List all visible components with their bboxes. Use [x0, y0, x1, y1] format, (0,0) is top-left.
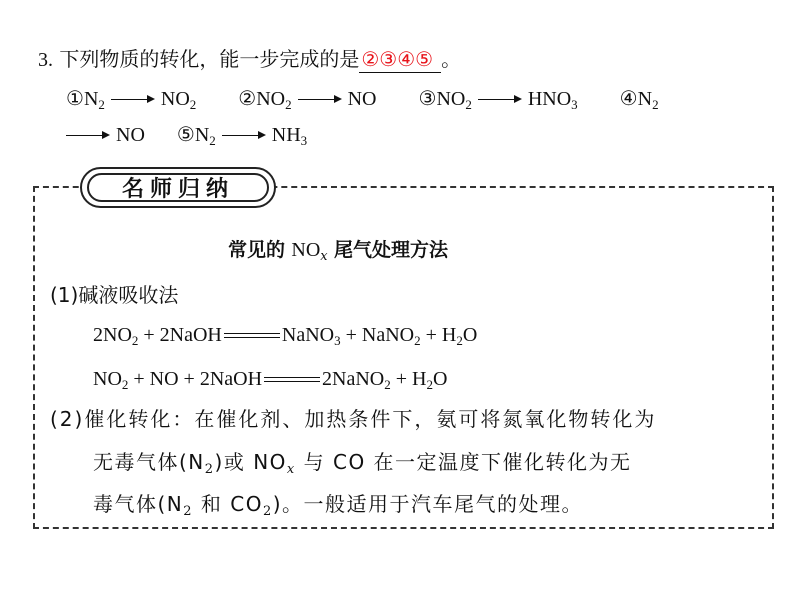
answer-blank: ②③④⑤	[359, 47, 441, 73]
arrow-icon	[298, 95, 342, 105]
method-2-line-1: (2)催化转化：在催化剂、加热条件下，氨可将氮氧化物转化为	[50, 407, 657, 431]
question-number: 3.	[38, 49, 53, 71]
summary-badge	[80, 167, 276, 208]
method-2-line-3: 毒气体($N_2$ 和 $CO_2$)。一般适用于汽车尾气的处理。	[93, 492, 584, 519]
method-1-label: (1)碱液吸收法	[50, 283, 179, 307]
equation-2: $NO_2$ + NO + 2NaOH 2NaNO$_2$ + $H_2O$	[93, 368, 448, 392]
option-3: $③NO_2$ $HNO_3$	[418, 88, 578, 112]
equals-sign-icon	[264, 376, 320, 384]
question-stem-line	[38, 46, 461, 73]
options-line-2	[66, 122, 307, 148]
question-end-mark: 。	[441, 47, 462, 71]
option-2: $②NO_2$ NO	[238, 88, 377, 112]
arrow-icon	[66, 131, 110, 141]
arrow-icon	[111, 95, 155, 105]
option-5: $⑤N_2$ $NH_3$	[176, 124, 308, 148]
method-2-line-2: 无毒气体$(N_2)$或 $NO_x$ 与 CO 在一定温度下催化转化为无	[93, 450, 632, 477]
equation-1: $2NO_2$ + 2NaOH NaNO$_3$ + NaNO$_2$ + $H_2O$	[93, 324, 478, 348]
summary-title: 常见的 $NO_x$ 尾气处理方法	[228, 239, 448, 264]
option-4-start: $④N_2$	[619, 88, 659, 112]
equals-sign-icon	[224, 332, 280, 340]
arrow-icon	[222, 131, 266, 141]
badge-label: 名师归纳	[87, 173, 269, 202]
arrow-icon	[478, 95, 522, 105]
option-1: $①N_2$ $NO_2$	[66, 88, 197, 112]
option-4-end: NO	[66, 124, 150, 146]
options-line-1	[66, 86, 659, 112]
question-stem: 下列物质的转化，能一步完成的是	[59, 47, 360, 71]
